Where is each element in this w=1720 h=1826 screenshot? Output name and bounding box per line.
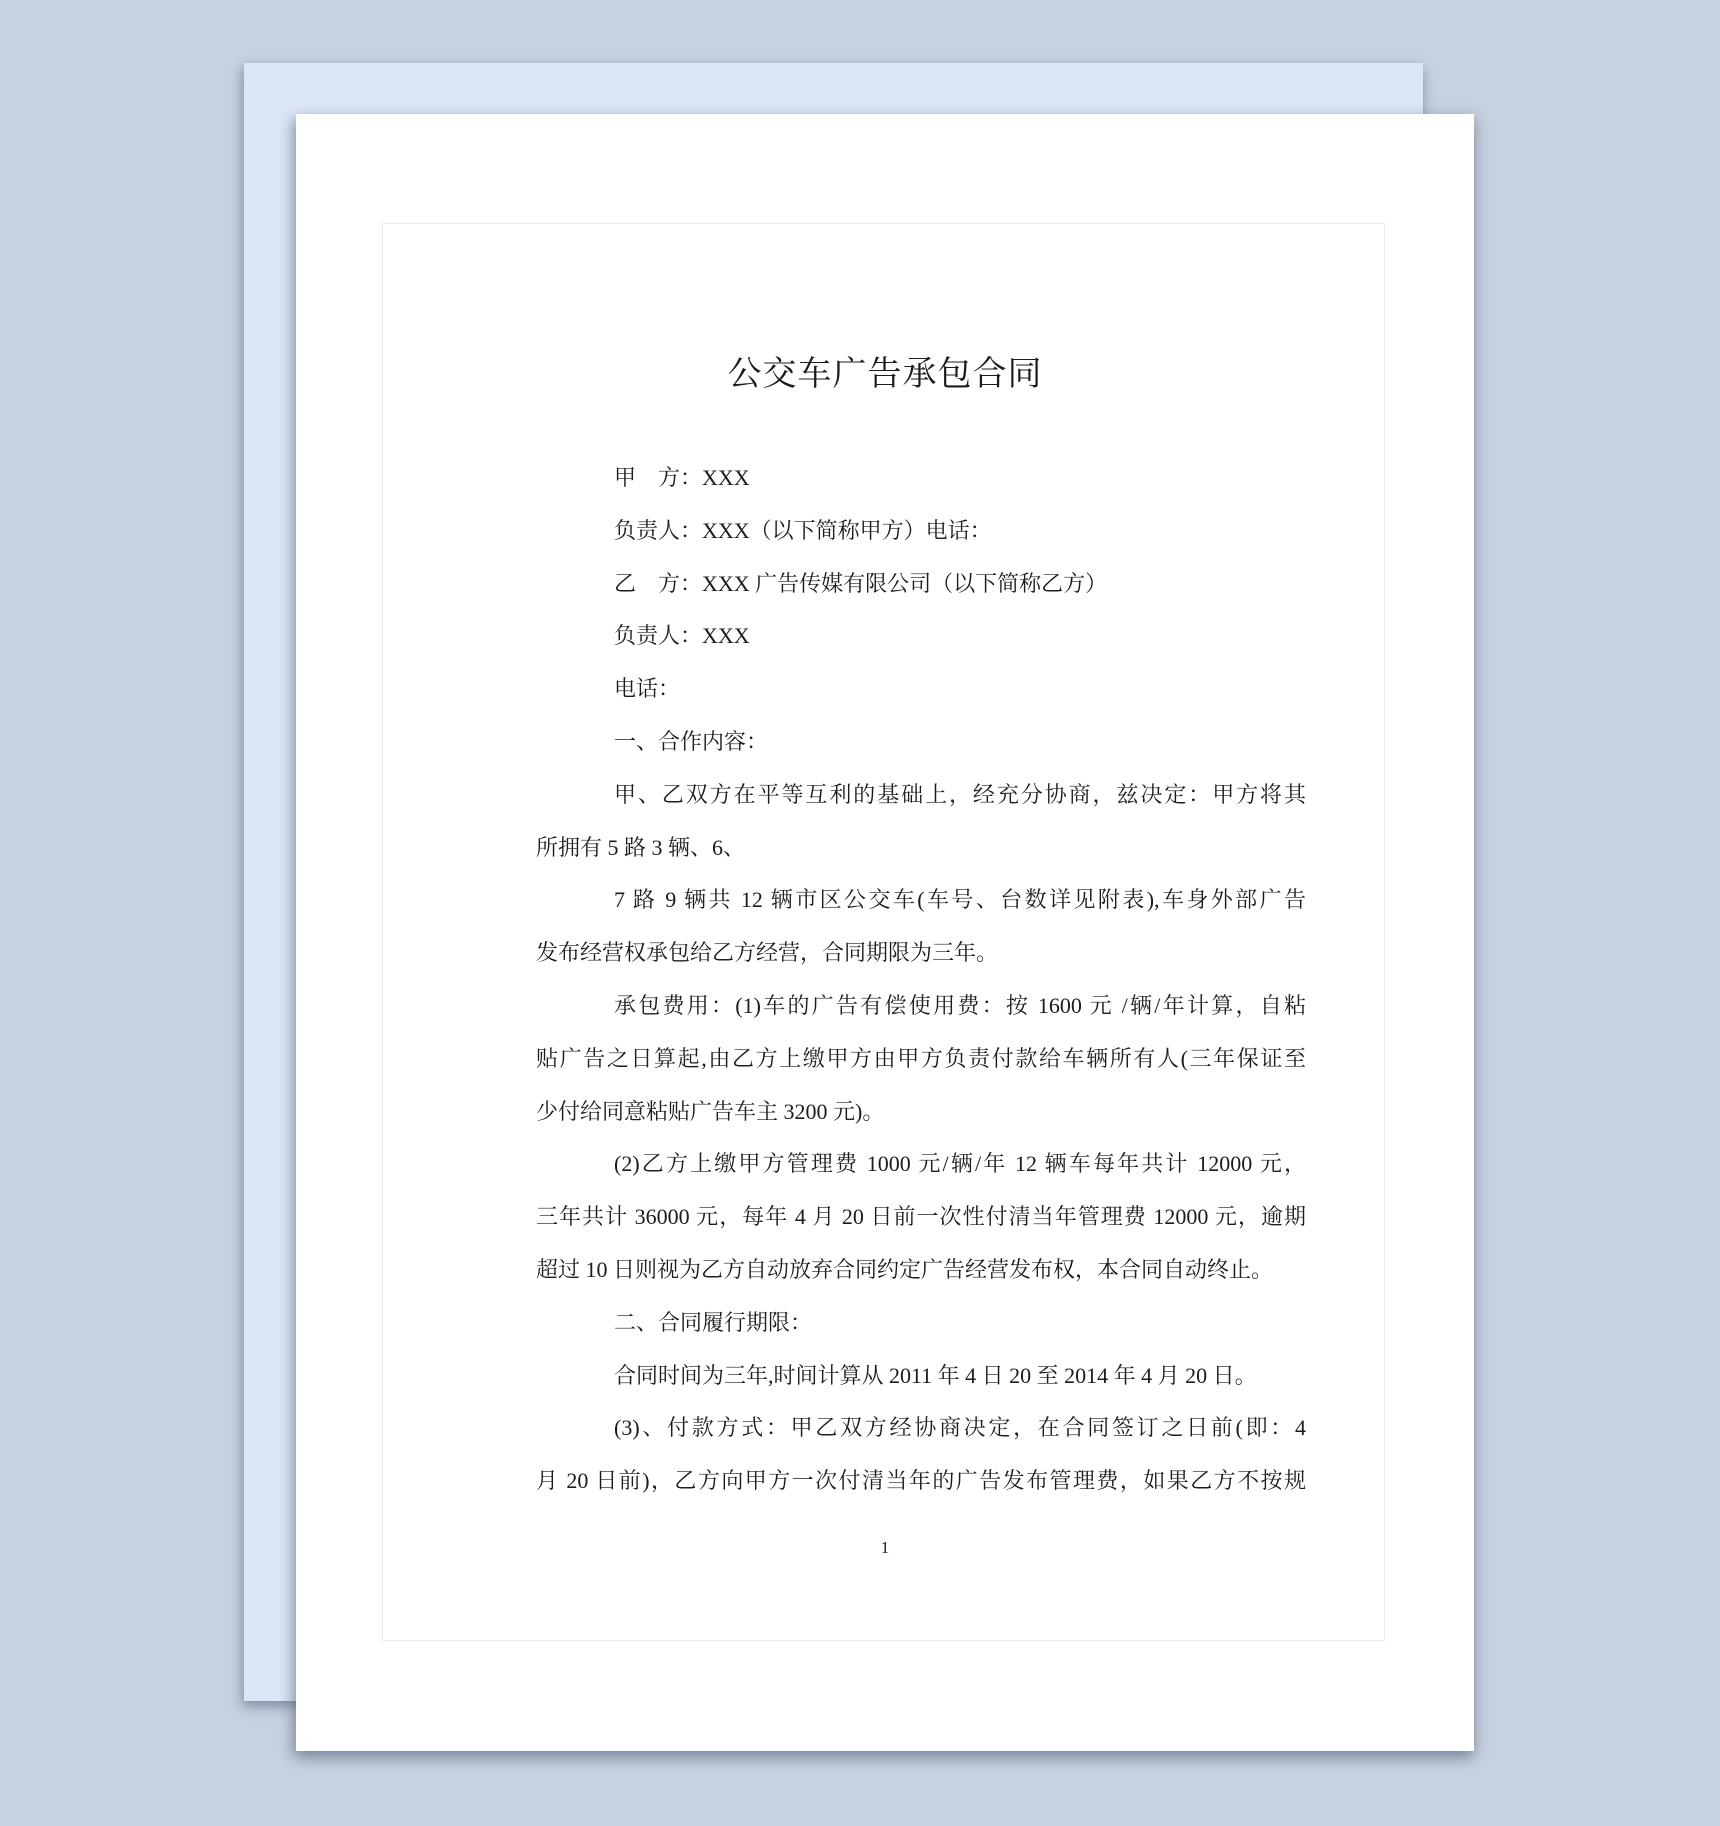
text-line: 一、合作内容：: [614, 728, 769, 754]
text-line: 电话：: [614, 676, 681, 702]
text-line: 7 路 9 辆共 12 辆市区公交车(车号、台数详见附表),车身外部广告: [614, 887, 1306, 913]
text-line: 二、合同履行期限：: [614, 1309, 813, 1335]
text-line: 甲、乙双方在平等互利的基础上，经充分协商，兹决定：甲方将其: [614, 781, 1306, 807]
text-line: 合同时间为三年,时间计算从 2011 年 4 日 20 至 2014 年 4 月 20 日。: [614, 1362, 1257, 1388]
text-line: 发布经营权承包给乙方经营，合同期限为三年。: [536, 940, 999, 966]
document-page: [296, 114, 1474, 1751]
text-line: 少付给同意粘贴广告车主 3200 元)。: [536, 1098, 885, 1124]
document-title: 公交车广告承包合同: [727, 356, 1043, 393]
text-line: 所拥有 5 路 3 辆、6、: [536, 834, 746, 860]
text-line: 超过 10 日则视为乙方自动放弃合同约定广告经营发布权，本合同自动终止。: [536, 1256, 1274, 1282]
text-line: 负责人：XXX（以下简称甲方）电话：: [614, 517, 992, 543]
text-line: (3)、付款方式：甲乙双方经协商决定，在合同签订之日前(即：4: [614, 1415, 1306, 1441]
text-line: 甲 方：XXX: [614, 465, 750, 490]
text-line: 贴广告之日算起,由乙方上缴甲方由甲方负责付款给车辆所有人(三年保证至: [536, 1045, 1306, 1071]
page-number: 1: [880, 1538, 890, 1557]
text-line: 三年共计 36000 元，每年 4 月 20 日前一次性付清当年管理费 12000 元，逾期: [536, 1204, 1306, 1230]
text-line: (2)乙方上缴甲方管理费 1000 元/辆/年 12 辆车每年共计 12000 元，: [614, 1151, 1306, 1177]
text-line: 月 20 日前)，乙方向甲方一次付清当年的广告发布管理费，如果乙方不按规: [536, 1468, 1306, 1494]
text-line: 承包费用：(1)车的广告有偿使用费：按 1600 元 /辆/年计算，自粘: [614, 992, 1306, 1018]
document-body: [536, 452, 1306, 1508]
text-line: 负责人：XXX: [614, 623, 750, 649]
text-line: 乙 方：XXX 广告传媒有限公司（以下简称乙方）: [614, 570, 1108, 596]
